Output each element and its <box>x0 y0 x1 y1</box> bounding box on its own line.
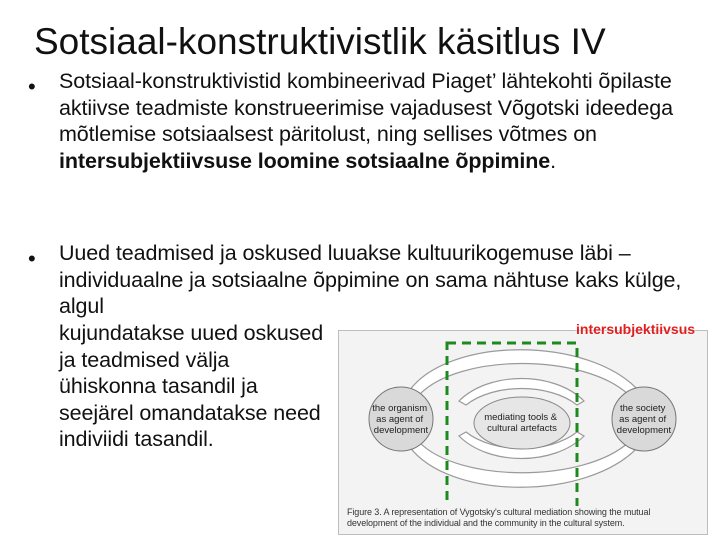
bullet-1-marker: • <box>28 74 36 99</box>
bullet-1-end: . <box>550 148 556 173</box>
page-title: Sotsiaal-konstruktivistlik käsitlus IV <box>34 21 606 62</box>
society-label: the society as agent of development <box>616 403 672 436</box>
vygotsky-mediation-figure <box>338 330 708 535</box>
organism-label: the organism as agent of development <box>372 403 429 436</box>
bullet-1-text <box>59 68 719 174</box>
bullet-2-marker: • <box>28 246 36 271</box>
mediation-diagram <box>339 331 707 506</box>
bullet-2-text-left: kujundatakse uued oskused ja teadmised välja ühiskonna tasandil ja seejärel omandatakse need indiviidi tasandil. <box>59 321 324 452</box>
mediating-tools-label: mediating tools & cultural artefacts <box>484 412 558 434</box>
bullet-1-bold: intersubjektiivsuse loomine sotsiaalne õppimine <box>59 148 551 173</box>
intersubjectivity-label: intersubjektiivsus <box>576 321 696 337</box>
figure-caption: Figure 3. A representation of Vygotsky's cultural mediation showing the mutual development of the individual and the community in the cultural system. <box>347 507 651 528</box>
bullet-2-text-top: Uued teadmised ja oskused luuakse kultuurikogemuse läbi – individuaalne ja sotsiaalne õppimine on sama nähtuse kaks külge, algul <box>59 241 682 319</box>
bullet-1-plain: Sotsiaal-konstruktivistid kombineerivad Piaget’ lähtekohti õpilaste aktiivse teadmiste konstrueerimise vajadusest Võgotski ideedega mõtlemise sotsiaalsest päritolust, ning sellises võtmes on <box>59 69 673 147</box>
